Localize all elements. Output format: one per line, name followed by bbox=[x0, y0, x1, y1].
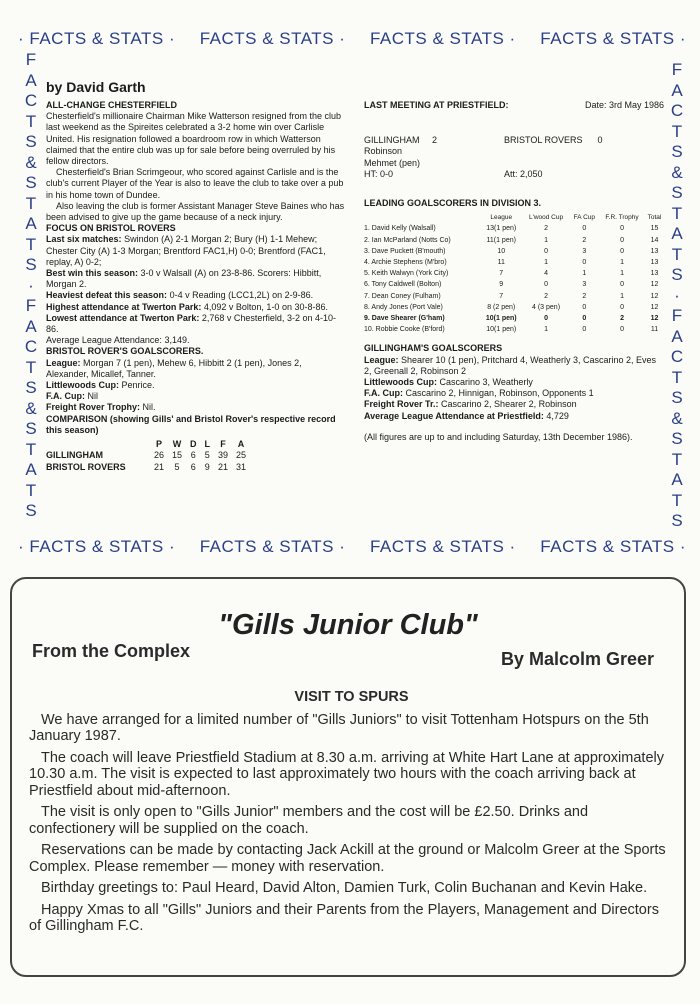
stat-label: F.A. Cup: bbox=[364, 388, 403, 399]
table-cell: 8. Andy Jones (Port Vale) bbox=[364, 303, 443, 311]
last-meeting-header bbox=[364, 100, 664, 111]
scorer: Robinson bbox=[364, 146, 403, 157]
author-heading: By Malcolm Greer bbox=[500, 649, 654, 669]
section-heading: VISIT TO SPURS bbox=[294, 689, 409, 705]
table-cell: 1 bbox=[582, 270, 587, 278]
stat-label: Highest attendance at Twerton Park: bbox=[46, 301, 202, 312]
table-cell: 4 (3 pen) bbox=[532, 303, 561, 311]
table-cell: 14 bbox=[650, 236, 659, 244]
table-cell: 3 bbox=[582, 247, 587, 255]
table-cell: 1 bbox=[544, 259, 548, 267]
table-header-cell: P bbox=[156, 439, 163, 450]
table-cell: 13(1 pen) bbox=[486, 225, 517, 233]
stat-value: Cascarino 2, Hinnigan, Robinson, Opponents 1 bbox=[405, 388, 594, 399]
table-row bbox=[364, 279, 664, 290]
banner-text: FACTS & STATS · bbox=[540, 29, 686, 48]
table-cell: 6 bbox=[190, 450, 196, 461]
table-header-cell: F bbox=[220, 439, 226, 450]
banner-letter: S bbox=[671, 511, 683, 530]
table-row bbox=[364, 246, 664, 257]
table-cell: 5 bbox=[204, 450, 210, 461]
from-the-complex-heading: From the Complex bbox=[32, 641, 191, 661]
banner-letter: · bbox=[674, 285, 680, 305]
stat-line bbox=[46, 313, 346, 335]
table-cell: 0 bbox=[582, 315, 587, 323]
banner-letter: & bbox=[671, 408, 683, 428]
stat-line bbox=[46, 268, 346, 290]
table-cell: 9. Dave Shearer (G'ham) bbox=[364, 315, 445, 323]
banner-text: FACTS & STATS · bbox=[199, 537, 346, 556]
table-cell: 1 bbox=[544, 236, 548, 244]
stat-value: 3-0 v Walsall (A) on 23-8-86. Scorers: Hibbitt, Morgan 2. bbox=[46, 268, 322, 290]
table-cell: 0 bbox=[544, 315, 548, 323]
comparison-table bbox=[46, 439, 254, 473]
banner-letter: T bbox=[671, 121, 683, 141]
table-cell: 5 bbox=[174, 461, 180, 472]
table-header-cell: FA Cup bbox=[573, 214, 595, 222]
banner-letter: C bbox=[24, 91, 38, 110]
banner-letter: A bbox=[671, 470, 683, 489]
byline: by David Garth bbox=[46, 79, 146, 95]
table-cell: 2 bbox=[544, 225, 548, 233]
table-cell: 7 bbox=[499, 292, 504, 300]
stat-value: Nil bbox=[87, 391, 99, 402]
stat-label: Average League Attendance: bbox=[46, 335, 162, 346]
banner-text: FACTS & STATS · bbox=[540, 537, 686, 556]
home-score: 2 bbox=[432, 135, 438, 146]
banner-letter: T bbox=[25, 234, 37, 254]
table-header-cell: W bbox=[172, 439, 182, 450]
table-cell: 15 bbox=[172, 450, 183, 461]
stat-label: Littlewoods Cup: bbox=[364, 377, 437, 388]
banner-letter: A bbox=[671, 326, 683, 346]
table-cell: 9 bbox=[204, 461, 210, 472]
table-cell: 13 bbox=[650, 259, 659, 267]
last-meeting-title: LAST MEETING AT PRIESTFIELD: bbox=[364, 100, 509, 110]
article-paragraph: Also leaving the club is former Assistant Manager Steve Baines who has been advised to give up the game because of a neck injury. bbox=[46, 200, 345, 223]
banner-text: FACTS & STATS · bbox=[369, 537, 516, 556]
table-cell: 4 bbox=[544, 270, 548, 278]
away-side bbox=[504, 135, 664, 146]
table-cell: 0 bbox=[582, 225, 587, 233]
banner-text: · FACTS & STATS · bbox=[18, 29, 176, 48]
table-header-cell: A bbox=[237, 439, 245, 450]
table-row-highlighted bbox=[364, 313, 664, 324]
stat-value: Cascarino 2, Shearer 2, Robinson bbox=[441, 399, 577, 410]
banner-letter: A bbox=[25, 214, 37, 233]
stat-line bbox=[46, 234, 346, 268]
table-header-cell bbox=[46, 439, 154, 450]
banner-letter: S bbox=[671, 388, 683, 407]
banner-letter: T bbox=[25, 111, 37, 131]
table-cell: 12 bbox=[650, 292, 659, 300]
table-cell: 8 (2 pen) bbox=[487, 303, 516, 311]
article-paragraph: Chesterfield's Brian Scrimgeour, who scored against Carlisle and is the club's current Player of the Year is also to leave the club to take over a pub in his home town of Dundee. bbox=[46, 167, 344, 200]
stat-line bbox=[364, 377, 664, 388]
table-cell: 13 bbox=[650, 247, 659, 255]
table-cell: 26 bbox=[154, 450, 165, 461]
table-cell: 2. Ian McParland (Notts Co) bbox=[364, 236, 451, 244]
table-cell: 1 bbox=[620, 259, 624, 267]
last-meeting-date: Date: 3rd May 1986 bbox=[584, 100, 664, 110]
table-cell: 0 bbox=[544, 281, 548, 289]
banner-letter: C bbox=[24, 337, 38, 356]
table-cell: 13 bbox=[650, 270, 659, 278]
stat-line bbox=[46, 391, 346, 402]
table-cell: 6. Tony Caldwell (Bolton) bbox=[364, 281, 442, 289]
table-row bbox=[364, 291, 664, 302]
stat-line bbox=[46, 358, 346, 380]
table-cell: BRISTOL ROVERS bbox=[46, 461, 126, 472]
banner-letter: F bbox=[25, 50, 37, 69]
banner-letter: S bbox=[25, 378, 37, 397]
body-paragraph: Birthday greetings to: Paul Heard, David Alton, Damien Turk, Colin Buchanan and Kevin Hake. bbox=[41, 880, 648, 896]
banner-letter: & bbox=[25, 398, 37, 418]
away-score: 0 bbox=[597, 135, 603, 146]
body-paragraph: The coach will leave Priestfield Stadium at 8.30 a.m. arriving at White Hart Lane at approximately 10.30 a.m. The visit is expected to last approximately two hours with the coach arriving back at Priestfield about mid-afternoon. bbox=[29, 749, 664, 799]
article-paragraph: Chesterfield's millionaire Chairman Mike Watterson resigned from the club last weekend as the Spireites celebrated a 3-2 home win over Carlisle United. His resignation followed a boardroom row in which Watterson claimed that the entire club was up for sale before being overruled by his fellow directors. bbox=[46, 111, 342, 167]
table-cell: 2 bbox=[582, 236, 587, 244]
table-cell: 10(1 pen) bbox=[485, 315, 517, 323]
leading-scorers-title: LEADING GOALSCORERS IN DIVISION 3. bbox=[364, 198, 542, 209]
table-cell: 3 bbox=[582, 281, 587, 289]
match-result bbox=[364, 135, 664, 146]
table-cell: 1 bbox=[544, 326, 548, 334]
body-paragraph: The visit is only open to "Gills Junior" members and the cost will be £2.50. Drinks and confectionery will be supplied on the coach. bbox=[29, 804, 589, 837]
stat-label: League: bbox=[46, 357, 81, 368]
table-row bbox=[364, 302, 664, 313]
stat-line bbox=[364, 411, 664, 422]
banner-letter: T bbox=[671, 244, 683, 264]
table-row bbox=[364, 257, 664, 268]
stat-value: Swindon (A) 2-1 Morgan 2; Bury (H) 1-1 Mehew; Chester City (A) 1-3 Morgan; Brentford FAC1,H) 0-0; Brentford (FAC1, replay, A) 0-2; bbox=[46, 234, 326, 267]
stat-value: Morgan 7 (1 pen), Mehew 6, Hibbitt 2 (1 pen), Jones 2, Alexander, Micallef, Tanner. bbox=[46, 357, 302, 379]
table-cell: 7. Dean Coney (Fulham) bbox=[364, 292, 441, 300]
stat-value: Cascarino 3, Weatherly bbox=[439, 377, 533, 388]
banner-text: FACTS & STATS · bbox=[199, 29, 346, 48]
table-cell: 12 bbox=[650, 315, 659, 323]
stat-value: 4,729 bbox=[546, 410, 569, 421]
table-cell: 7 bbox=[499, 270, 504, 278]
junior-club-box bbox=[10, 577, 686, 977]
table-row bbox=[364, 235, 664, 246]
banner-letter: S bbox=[671, 142, 683, 161]
table-header-row bbox=[364, 212, 664, 223]
stat-line bbox=[46, 335, 346, 346]
stat-value: Penrice. bbox=[121, 380, 155, 391]
table-cell: 4. Archie Stephens (M'bro) bbox=[364, 259, 447, 267]
stat-value: Shearer 10 (1 pen), Pritchard 4, Weatherly 3, Cascarino 2, Eves 2, Greenall 2, Robinson 2 bbox=[364, 354, 656, 376]
table-cell: 39 bbox=[218, 450, 229, 461]
table-row bbox=[46, 462, 254, 473]
banner-letter: T bbox=[671, 367, 683, 387]
banner-letter: A bbox=[671, 80, 683, 100]
heading-all-change: ALL-CHANGE CHESTERFIELD bbox=[46, 100, 177, 110]
banner-letter: S bbox=[25, 501, 37, 520]
table-row bbox=[364, 268, 664, 279]
table-cell: 5. Keith Walwyn (York City) bbox=[364, 270, 449, 278]
stat-label: Last six matches: bbox=[46, 234, 122, 245]
table-cell: 0 bbox=[582, 303, 587, 311]
table-cell: 11(1 pen) bbox=[486, 236, 516, 244]
banner-letter: A bbox=[25, 460, 37, 479]
table-row bbox=[364, 324, 664, 335]
body-paragraph: Happy Xmas to all "Gills" Juniors and their Parents from the Players, Management and Directors of Gillingham F.C. bbox=[29, 901, 659, 934]
left-column bbox=[46, 78, 346, 473]
banner-text: FACTS & STATS · bbox=[369, 29, 516, 48]
stat-label: Lowest attendance at Twerton Park: bbox=[46, 312, 200, 323]
table-cell: 2 bbox=[582, 292, 587, 300]
banner-letter: A bbox=[671, 224, 683, 243]
table-cell: 6 bbox=[190, 461, 196, 472]
table-cell: 9 bbox=[499, 281, 504, 289]
table-cell: 0 bbox=[582, 259, 587, 267]
stat-label: Best win this season: bbox=[46, 268, 139, 279]
stat-line bbox=[364, 355, 664, 377]
attendance: Att: 2,050 bbox=[504, 168, 543, 179]
table-cell: 0 bbox=[620, 247, 624, 255]
left-vertical-banner bbox=[22, 50, 40, 522]
table-cell: 12 bbox=[650, 303, 659, 311]
table-cell: 0 bbox=[620, 236, 624, 244]
table-cell: 11 bbox=[497, 259, 505, 267]
banner-letter: T bbox=[671, 449, 683, 469]
stat-label: Freight Rover Trophy: bbox=[46, 402, 141, 413]
right-column bbox=[364, 100, 664, 443]
heading-comparison: COMPARISON (showing Gills' and Bristol Rover's respective record this season) bbox=[46, 413, 336, 435]
banner-letter: T bbox=[671, 203, 683, 223]
stat-line bbox=[46, 302, 346, 313]
stat-label: Freight Rover Tr.: bbox=[364, 399, 439, 410]
banner-letter: T bbox=[25, 439, 37, 459]
leading-scorers-table bbox=[364, 212, 664, 335]
table-header-row bbox=[46, 439, 254, 450]
stat-label: Littlewoods Cup: bbox=[46, 380, 119, 391]
bottom-banner bbox=[18, 536, 686, 558]
table-header-cell: F.R. Trophy bbox=[605, 214, 639, 222]
banner-letter: T bbox=[25, 480, 37, 500]
table-cell: 2 bbox=[544, 292, 548, 300]
stat-value: Nil. bbox=[142, 402, 156, 413]
banner-letter: F bbox=[671, 60, 683, 79]
table-cell: GILLINGHAM bbox=[46, 450, 103, 461]
home-side bbox=[364, 135, 504, 146]
table-cell: 21 bbox=[154, 461, 165, 472]
stat-label: F.A. Cup: bbox=[46, 391, 85, 402]
table-cell: 2 bbox=[620, 315, 624, 323]
banner-letter: S bbox=[25, 173, 37, 192]
table-cell: 0 bbox=[544, 247, 548, 255]
table-cell: 11 bbox=[650, 326, 659, 334]
table-cell: 0 bbox=[620, 281, 624, 289]
table-cell: 0 bbox=[582, 326, 587, 334]
banner-letter: & bbox=[25, 152, 37, 172]
banner-letter: · bbox=[28, 275, 34, 295]
stat-label: Heaviest defeat this season: bbox=[46, 290, 168, 301]
match-info bbox=[364, 169, 664, 180]
banner-letter: S bbox=[671, 429, 683, 448]
banner-letter: S bbox=[25, 132, 37, 151]
scorer: Mehmet (pen) bbox=[364, 157, 421, 168]
body-paragraph: Reservations can be made by contacting Jack Ackill at the ground or Malcolm Greer at the Sports Complex. Please remember — money with reservation. bbox=[29, 842, 666, 875]
banner-letter: T bbox=[25, 193, 37, 213]
heading-goalscorers: BRISTOL ROVER'S GOALSCORERS. bbox=[46, 346, 204, 357]
banner-letter: C bbox=[670, 347, 684, 366]
table-cell: 1 bbox=[620, 292, 624, 300]
banner-letter: A bbox=[25, 70, 37, 90]
table-cell: 25 bbox=[236, 450, 247, 461]
banner-letter: T bbox=[25, 357, 37, 377]
table-header-cell: Total bbox=[647, 214, 662, 222]
banner-letter: A bbox=[25, 316, 37, 336]
table-cell: 10 bbox=[497, 247, 506, 255]
table-cell: 1. David Kelly (Walsall) bbox=[364, 225, 436, 233]
table-cell: 0 bbox=[620, 326, 624, 334]
stat-line bbox=[46, 290, 346, 301]
gills-scorers-title: GILLINGHAM'S GOALSCORERS bbox=[364, 343, 503, 354]
stat-label: Average League Attendance at Priestfield: bbox=[364, 410, 544, 421]
banner-letter: S bbox=[671, 265, 683, 284]
table-cell: 10(1 pen) bbox=[486, 326, 517, 334]
stat-line bbox=[364, 388, 664, 399]
table-header-cell: L bbox=[204, 439, 211, 450]
home-team: GILLINGHAM bbox=[364, 135, 420, 146]
table-header-cell: League bbox=[490, 214, 513, 222]
table-header-cell: D bbox=[190, 439, 197, 450]
table-cell: 1 bbox=[620, 270, 624, 278]
stat-line bbox=[46, 380, 346, 391]
table-cell: 15 bbox=[650, 225, 659, 233]
right-vertical-banner bbox=[668, 60, 686, 532]
half-time-score: HT: 0-0 bbox=[364, 168, 394, 179]
table-cell: 0 bbox=[620, 303, 624, 311]
table-cell: 31 bbox=[236, 461, 247, 472]
stat-value: 4,092 v Bolton, 1-0 on 30-8-86. bbox=[203, 301, 328, 312]
table-cell: 10. Robbie Cooke (B'ford) bbox=[364, 326, 445, 334]
top-banner bbox=[18, 28, 686, 50]
body-paragraph: We have arranged for a limited number of "Gills Juniors" to visit Tottenham Hotspurs on the 5th January 1987. bbox=[29, 711, 649, 744]
stat-value: 2,768 v Chesterfield, 3-2 on 4-10-86. bbox=[46, 312, 336, 335]
table-cell: 12 bbox=[650, 281, 659, 289]
banner-letter: & bbox=[671, 162, 683, 182]
table-row bbox=[46, 450, 254, 461]
banner-letter: F bbox=[671, 306, 683, 325]
stat-value: 0-4 v Reading (LCC1,2L) on 2-9-86. bbox=[169, 290, 314, 301]
junior-club-title: "Gills Junior Club" bbox=[218, 609, 478, 641]
away-team: BRISTOL ROVERS bbox=[504, 135, 583, 146]
table-cell: 0 bbox=[620, 225, 624, 233]
table-cell: 3. Dave Puckett (B'mouth) bbox=[364, 247, 446, 255]
stat-value: 3,149. bbox=[164, 335, 190, 346]
banner-letter: F bbox=[25, 296, 37, 315]
banner-letter: S bbox=[25, 255, 37, 274]
table-header-cell bbox=[364, 212, 480, 223]
banner-letter: T bbox=[671, 490, 683, 510]
stat-line bbox=[46, 402, 346, 413]
stat-label: League: bbox=[364, 354, 399, 365]
banner-letter: C bbox=[670, 101, 684, 120]
figures-note: (All figures are up to and including Saturday, 13th December 1986). bbox=[364, 431, 633, 442]
heading-focus: FOCUS ON BRISTOL ROVERS bbox=[46, 223, 176, 234]
table-row bbox=[364, 223, 664, 234]
banner-text: · FACTS & STATS · bbox=[18, 537, 176, 556]
stat-line bbox=[364, 399, 664, 410]
junior-club-body bbox=[29, 689, 674, 940]
banner-letter: S bbox=[671, 183, 683, 202]
table-cell: 21 bbox=[218, 461, 229, 472]
table-header-cell: L'wood Cup bbox=[528, 214, 564, 222]
banner-letter: S bbox=[25, 419, 37, 438]
